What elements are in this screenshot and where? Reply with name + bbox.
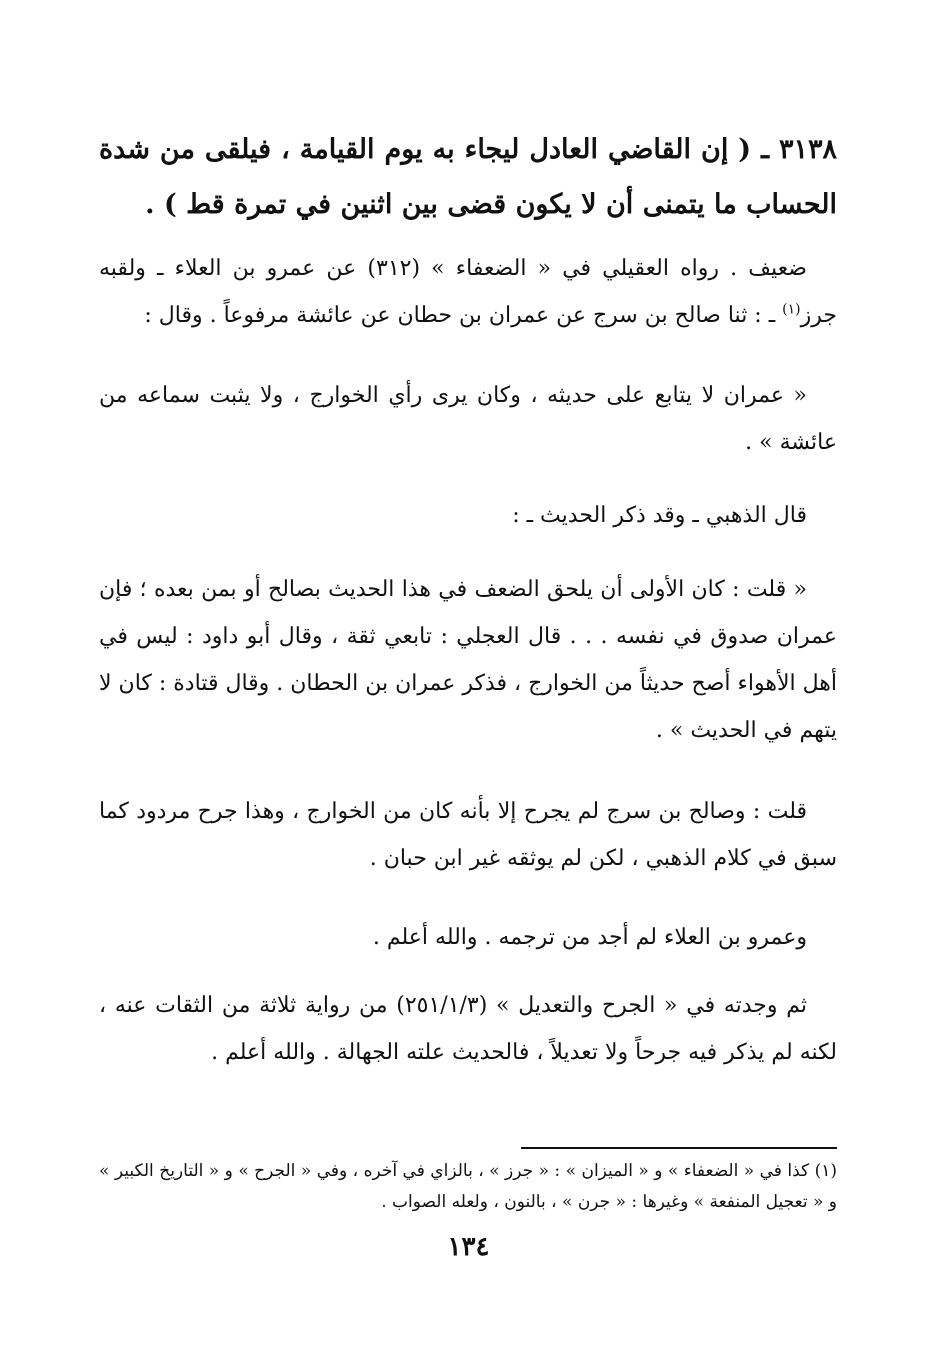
amr-note-paragraph: وعمرو بن العلاء لم أجد من ترجمه . والله أعلم . [372,925,807,950]
footnote-text: (١) كذا في « الضعفاء » و « الميزان » : « جرز » ، بالزاي في آخره ، وفي « الجرح » و « التاريخ الكبير » و « تعجيل المنفعة » وغيرها : « جرن » ، بالنون ، ولعله الصواب . [99,1161,837,1212]
dhahabi-intro-paragraph: قال الذهبي ـ وقد ذكر الحديث ـ : [512,503,807,528]
author-comment-paragraph: قلت : وصالح بن سرج لم يجرح إلا بأنه كان من الخوارج ، وهذا جرح مردود كما سبق في كلام الذهبي ، لكن لم يوثقه غير ابن حبان . [99,799,837,871]
dhahabi-quote-paragraph: « قلت : كان الأولى أن يلحق الضعف في هذا الحديث بصالح أو بمن بعده ؛ فإن عمران صدوق في نفسه . . . قال العجلي : تابعي ثقة ، وقال أبو داود : ليس في أهل الأهواء أصح حديثاً من الخوارج ، فذكر عمران بن الحطان . وقال قتادة : كان لا يتهم في الحديث » . [99,577,837,743]
grading-paragraph [99,245,837,339]
grading-text-end: ـ : ثنا صالح بن سرج عن عمران بن حطان عن عائشة مرفوعاً . وقال : [144,303,783,328]
grading-text-start: ضعيف . رواه العقيلي في « الضعفاء » (٣١٢) عن عمرو بن العلاء ـ ولقبه جرز [99,256,837,328]
page-number: ١٣٤ [447,1232,490,1262]
hadith-heading: ٣١٣٨ ـ ( إن القاضي العادل ليجاء به يوم القيامة ، فيلقى من شدة الحساب ما يتمنى أن لا يكون قضى بين اثنين في تمرة قط ) . [99,134,837,220]
footnote-separator [521,1147,837,1149]
uqayli-quote-paragraph: « عمران لا يتابع على حديثه ، وكان يرى رأي الخوارج ، ولا يثبت سماعه من عائشة » . [99,383,837,455]
jarh-tadil-paragraph: ثم وجدته في « الجرح والتعديل » (٢٥١/١/٣) من رواية ثلاثة من الثقات عنه ، لكنه لم يذكر فيه جرحاً ولا تعديلاً ، فالحديث علته الجهالة . والله أعلم . [99,993,837,1065]
footnote-reference[interactable]: (١) [782,301,801,318]
